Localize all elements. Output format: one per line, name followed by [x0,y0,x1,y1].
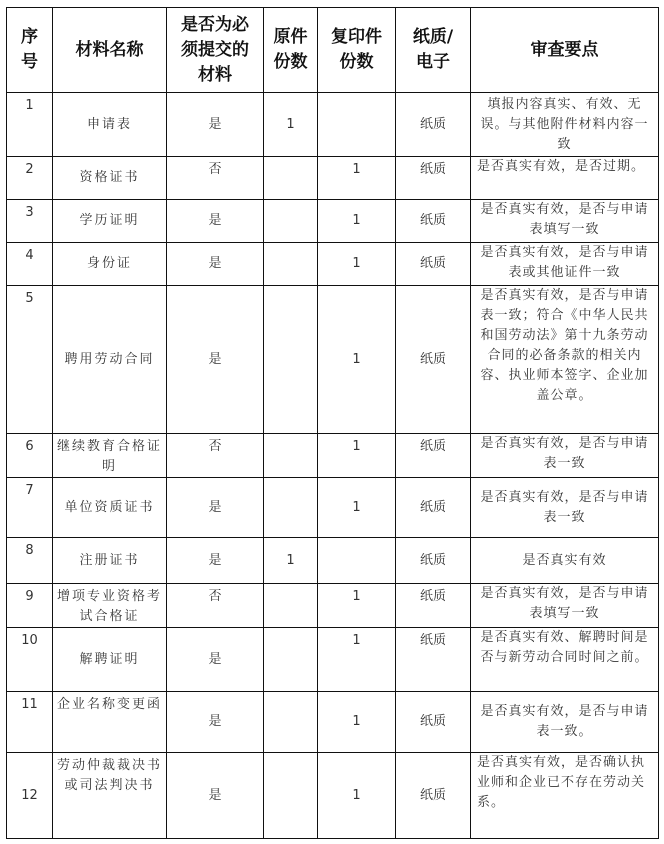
cell-review: 是否真实有效，是否与申请表或其他证件一致 [471,243,659,286]
cell-original [264,200,318,243]
table-row [7,692,659,753]
cell-format: 纸质 [396,538,471,584]
cell-review: 是否真实有效，是否与申请表一致；符合《中华人民共和国劳动法》第十九条劳动合同的必备条款的相关内容、执业师本签字、企业加盖公章。 [471,286,659,434]
header-no: 序号 [7,8,53,93]
cell-original [264,584,318,628]
materials-table [6,7,659,839]
cell-name: 继续教育合格证明 [53,434,167,478]
cell-format: 纸质 [396,243,471,286]
cell-no: 2 [7,157,53,200]
cell-original [264,478,318,538]
header-copy: 复印件份数 [318,8,396,93]
cell-review: 是否真实有效，是否确认执业师和企业已不存在劳动关系。 [471,753,659,839]
table-row [7,157,659,200]
cell-original [264,753,318,839]
header-format: 纸质/电子 [396,8,471,93]
cell-copy: 1 [318,753,396,839]
cell-copy: 1 [318,434,396,478]
cell-format: 纸质 [396,286,471,434]
cell-required: 是 [167,200,264,243]
cell-review: 是否真实有效，是否与申请表一致。 [471,692,659,753]
cell-no: 5 [7,286,53,434]
cell-copy: 1 [318,157,396,200]
cell-format: 纸质 [396,584,471,628]
cell-format: 纸质 [396,628,471,692]
cell-name: 申请表 [53,93,167,157]
cell-review: 是否真实有效 [471,538,659,584]
cell-required: 否 [167,434,264,478]
cell-copy: 1 [318,286,396,434]
cell-no: 10 [7,628,53,692]
header-review: 审查要点 [471,8,659,93]
cell-required: 是 [167,628,264,692]
cell-required: 是 [167,753,264,839]
table-row [7,628,659,692]
cell-required: 是 [167,93,264,157]
table-row [7,538,659,584]
cell-copy: 1 [318,200,396,243]
cell-no: 3 [7,200,53,243]
cell-copy: 1 [318,628,396,692]
cell-no: 4 [7,243,53,286]
cell-format: 纸质 [396,200,471,243]
cell-review: 是否真实有效、解聘时间是否与新劳动合同时间之前。 [471,628,659,692]
cell-format: 纸质 [396,692,471,753]
cell-copy: 1 [318,692,396,753]
cell-name: 聘用劳动合同 [53,286,167,434]
cell-required: 是 [167,692,264,753]
cell-format: 纸质 [396,93,471,157]
cell-review: 是否真实有效，是否过期。 [471,157,659,200]
cell-no: 7 [7,478,53,538]
cell-no: 8 [7,538,53,584]
cell-no: 9 [7,584,53,628]
cell-name: 单位资质证书 [53,478,167,538]
table-row [7,243,659,286]
cell-required: 是 [167,243,264,286]
cell-required: 否 [167,584,264,628]
table-row [7,434,659,478]
cell-copy: 1 [318,584,396,628]
cell-format: 纸质 [396,434,471,478]
cell-review: 是否真实有效，是否与申请表一致 [471,478,659,538]
cell-name: 劳动仲裁裁决书或司法判决书 [53,753,167,839]
cell-original [264,243,318,286]
cell-original [264,286,318,434]
cell-review: 是否真实有效，是否与申请表填写一致 [471,200,659,243]
cell-name: 企业名称变更函 [53,692,167,753]
cell-format: 纸质 [396,478,471,538]
table-row [7,200,659,243]
cell-format: 纸质 [396,157,471,200]
cell-review: 是否真实有效，是否与申请表填写一致 [471,584,659,628]
table-row [7,584,659,628]
cell-required: 是 [167,478,264,538]
cell-original [264,692,318,753]
cell-original: 1 [264,538,318,584]
table-row [7,478,659,538]
cell-original [264,157,318,200]
cell-original: 1 [264,93,318,157]
header-original: 原件份数 [264,8,318,93]
cell-name: 注册证书 [53,538,167,584]
cell-review: 是否真实有效，是否与申请表一致 [471,434,659,478]
cell-no: 6 [7,434,53,478]
cell-format: 纸质 [396,753,471,839]
cell-no: 12 [7,753,53,839]
cell-copy: 1 [318,478,396,538]
cell-name: 学历证明 [53,200,167,243]
cell-review: 填报内容真实、有效、无误。与其他附件材料内容一致 [471,93,659,157]
cell-no: 1 [7,93,53,157]
header-row [7,8,659,93]
cell-required: 是 [167,286,264,434]
cell-no: 11 [7,692,53,753]
cell-copy: 1 [318,243,396,286]
cell-original [264,434,318,478]
header-required: 是否为必须提交的材料 [167,8,264,93]
cell-name: 解聘证明 [53,628,167,692]
cell-copy [318,538,396,584]
table-row [7,753,659,839]
table-row [7,286,659,434]
header-name: 材料名称 [53,8,167,93]
cell-copy [318,93,396,157]
cell-name: 增项专业资格考试合格证 [53,584,167,628]
cell-required: 是 [167,538,264,584]
cell-required: 否 [167,157,264,200]
table-row [7,93,659,157]
cell-name: 身份证 [53,243,167,286]
cell-name: 资格证书 [53,157,167,200]
cell-original [264,628,318,692]
